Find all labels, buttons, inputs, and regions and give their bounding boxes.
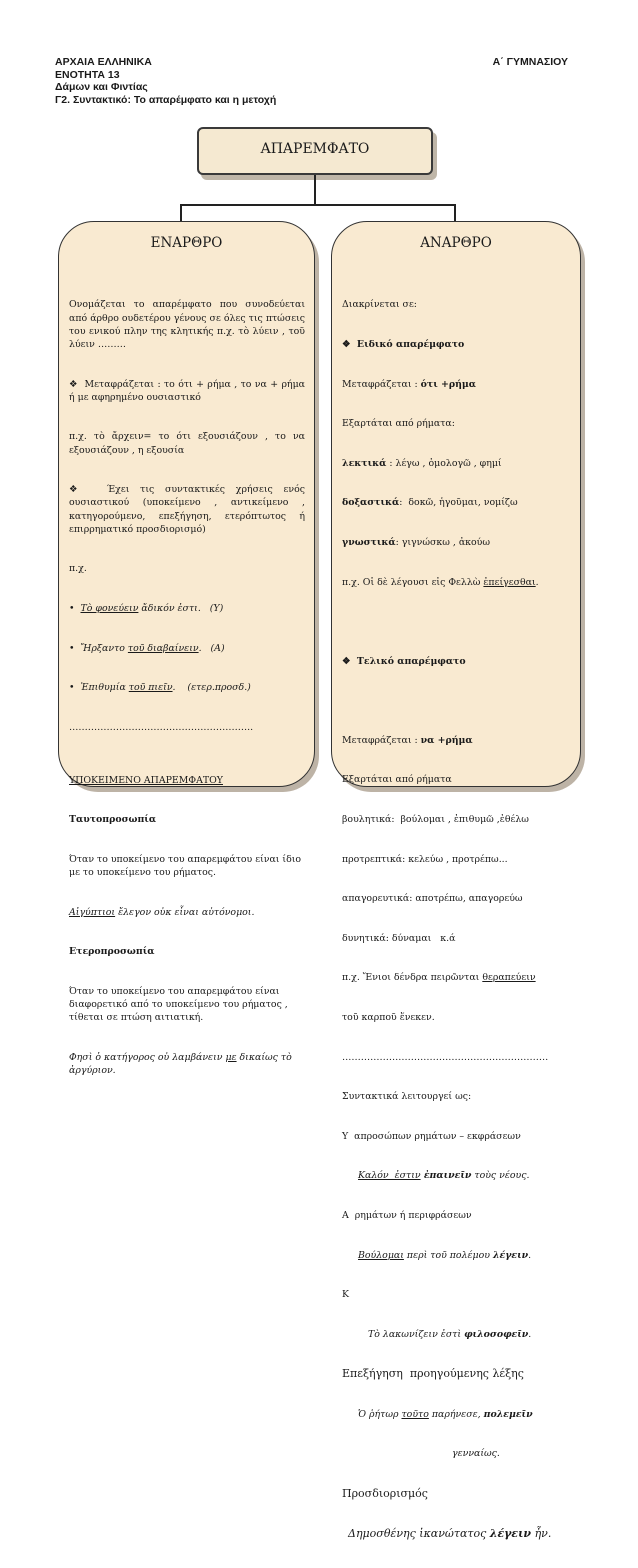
special-translation: Μεταφράζεται : ότι +ρήμα <box>342 378 476 390</box>
section-title: Γ2. Συντακτικό: Το απαρέμφατο και η μετοχή <box>55 93 277 106</box>
same-subject-example: Αἰγύπτιοι ἔλεγον οὐκ εἶναι αὐτόνομοι. <box>69 906 255 918</box>
volitional-verbs: βουλητικά: βούλομαι , ἐπιθυμῶ ,ἐθέλω <box>342 813 529 825</box>
subject-line: ΑΡΧΑΙΑ ΕΛΛΗΝΙΚΑ <box>55 56 152 68</box>
verbs-of-thinking: δοξαστικά: δοκῶ, ἡγοῦμαι, νομίζω <box>342 497 518 509</box>
example-1: • Τὸ φονεύειν ἄδικόν ἐστι. (Υ) <box>69 603 224 615</box>
grade-label: Α΄ ΓΥΜΝΑΣΙΟΥ <box>492 56 568 68</box>
function-modifier-example: Δημοσθένης ἱκανώτατος λέγειν ἦν. <box>348 1527 552 1541</box>
final-depends-line: Εξαρτάται από ρήματα <box>342 774 452 786</box>
different-subject-example: Φησὶ ὁ κατήγορος οὐ λαμβάνειν με δικαίως τὸ ἀργύριον. <box>69 1051 295 1076</box>
verbs-of-knowing: γνωστικά: γιγνώσκω , ἀκούω <box>342 537 491 549</box>
depends-line: Εξαρτάται από ρήματα: <box>342 418 455 430</box>
intro-line: Διακρίνεται σε: <box>342 299 417 311</box>
panel-title-right: ΑΝΑΡΘΡΟ <box>420 235 492 251</box>
function-modifier: Προσδιορισμός <box>342 1487 428 1501</box>
syntax-uses-text: ❖ Έχει τις συντακτικές χρήσεις ενός ουσιαστικού (υποκείμενο , αντικείμενο , κατηγορούμενο, επεξήγηση, ετερόπτωτος ή επιρρηματικό προσδιορισμό) <box>69 484 308 535</box>
anarthrous-body <box>342 272 574 1568</box>
special-infinitive-heading: ❖ Ειδικό απαρέμφατο <box>342 339 465 351</box>
articular-body <box>69 272 308 1104</box>
connector-horizontal <box>180 204 456 206</box>
function-predicate-example: Τὸ λακωνίζειν ἐστὶ φιλοσοφεῖν. <box>368 1328 532 1340</box>
lesson-title: Δάμων και Φιντίας <box>55 81 148 93</box>
function-apposition: Επεξήγηση προηγούμενης λέξης <box>342 1367 524 1381</box>
potential-verbs: δυνητικά: δύναμαι κ.ά <box>342 932 456 944</box>
panel-title-left: ΕΝΑΡΘΡΟ <box>150 235 223 251</box>
example-3: • Ἐπιθυμία τοῦ πιεῖν. (ετερ.προσδ.) <box>69 682 251 694</box>
functions-heading: Συντακτικά λειτουργεί ως: <box>342 1091 472 1103</box>
different-subject-heading: Ετεροπροσωπία <box>69 946 155 958</box>
final-translation: Μεταφράζεται : να +ρήμα <box>342 734 473 746</box>
document-header <box>55 56 276 106</box>
connector-left <box>180 204 182 222</box>
same-subject-heading: Ταυτοπροσωπία <box>69 814 157 826</box>
infinitive-title-box <box>197 127 433 175</box>
function-apposition-example-cont: γενναίως. <box>452 1448 500 1460</box>
function-predicate: Κ <box>342 1289 350 1301</box>
final-example: π.χ. Ἔνιοι δένδρα πειρῶνται θεραπεύειν <box>342 972 536 984</box>
connector-right <box>454 204 456 222</box>
different-subject-text: Όταν το υποκείμενο του απαρεμφάτου είναι διαφορετικό από το υποκείμενο του ρήματος , τίθεται σε πτώση αιτιατική. <box>69 985 291 1024</box>
special-example: π.χ. Οἱ δὲ λέγουσι εἰς Φελλὼ ἐπείγεσθαι. <box>342 576 539 588</box>
translation-example: π.χ. τὸ ἄρχειν= το ότι εξουσιάζουν , το να εξουσιάζουν , η εξουσία <box>69 431 308 456</box>
definition-text: Ονομάζεται το απαρέμφατο που συνοδεύεται από άρθρο ουδετέρου γένους σε όλες τις πτώσεις του ενικού πλην της κλητικής π.χ. τὸ λύειν , τοῦ λύειν ……… <box>69 299 308 351</box>
function-subject-example: Καλόν ἐστιν ἐπαινεῖν τοὺς νέους. <box>358 1170 530 1182</box>
function-object: Α ρημάτων ή περιφράσεων <box>342 1210 472 1222</box>
subject-heading: ΥΠΟΚΕΙΜΕΝΟ ΑΠΑΡΕΜΦΑΤΟΥ <box>69 774 223 786</box>
example-label: π.χ. <box>69 563 87 575</box>
separator-dots: ………………………………………………….. <box>69 721 254 733</box>
spacer <box>342 615 574 628</box>
function-subject: Υ απροσώπων ρημάτων – εκφράσεων <box>342 1130 521 1142</box>
final-example-cont: τοῦ καρποῦ ἕνεκεν. <box>342 1011 435 1023</box>
separator-dots: ………………………………………………………… <box>342 1051 549 1063</box>
connector-vertical <box>314 175 316 205</box>
infinitive-title: ΑΠΑΡΕΜΦΑΤΟ <box>260 141 370 157</box>
unit-line: ΕΝΟΤΗΤΑ 13 <box>55 68 120 81</box>
function-apposition-example: Ὁ ῥήτωρ τοῦτο παρήνεσε, πολεμεῖν <box>358 1408 533 1420</box>
translation-text: ❖ Μεταφράζεται : το ότι + ρήμα , το να + ρήμα ή με αφηρημένο ουσιαστικό <box>69 378 308 403</box>
example-2: • Ἤρξαντο τοῦ διαβαίνειν. (Α) <box>69 642 225 654</box>
articular-infinitive-panel <box>58 221 315 1076</box>
spacer <box>342 694 574 707</box>
exhortative-verbs: προτρεπτικά: κελεύω , προτρέπω... <box>342 853 508 865</box>
same-subject-text: Όταν το υποκείμενο του απαρεμφάτου είναι ίδιο με το υποκείμενο του ρήματος. <box>69 853 305 878</box>
final-infinitive-heading: ❖ Τελικό απαρέμφατο <box>342 655 466 667</box>
prohibitive-verbs: απαγορευτικά: αποτρέπω, απαγορεύω <box>342 893 523 905</box>
verbs-of-saying: λεκτικά : λέγω , ὁμολογῶ , φημί <box>342 457 502 469</box>
anarthrous-infinitive-panel <box>331 221 581 1541</box>
function-object-example: Βούλομαι περὶ τοῦ πολέμου λέγειν. <box>358 1249 532 1261</box>
